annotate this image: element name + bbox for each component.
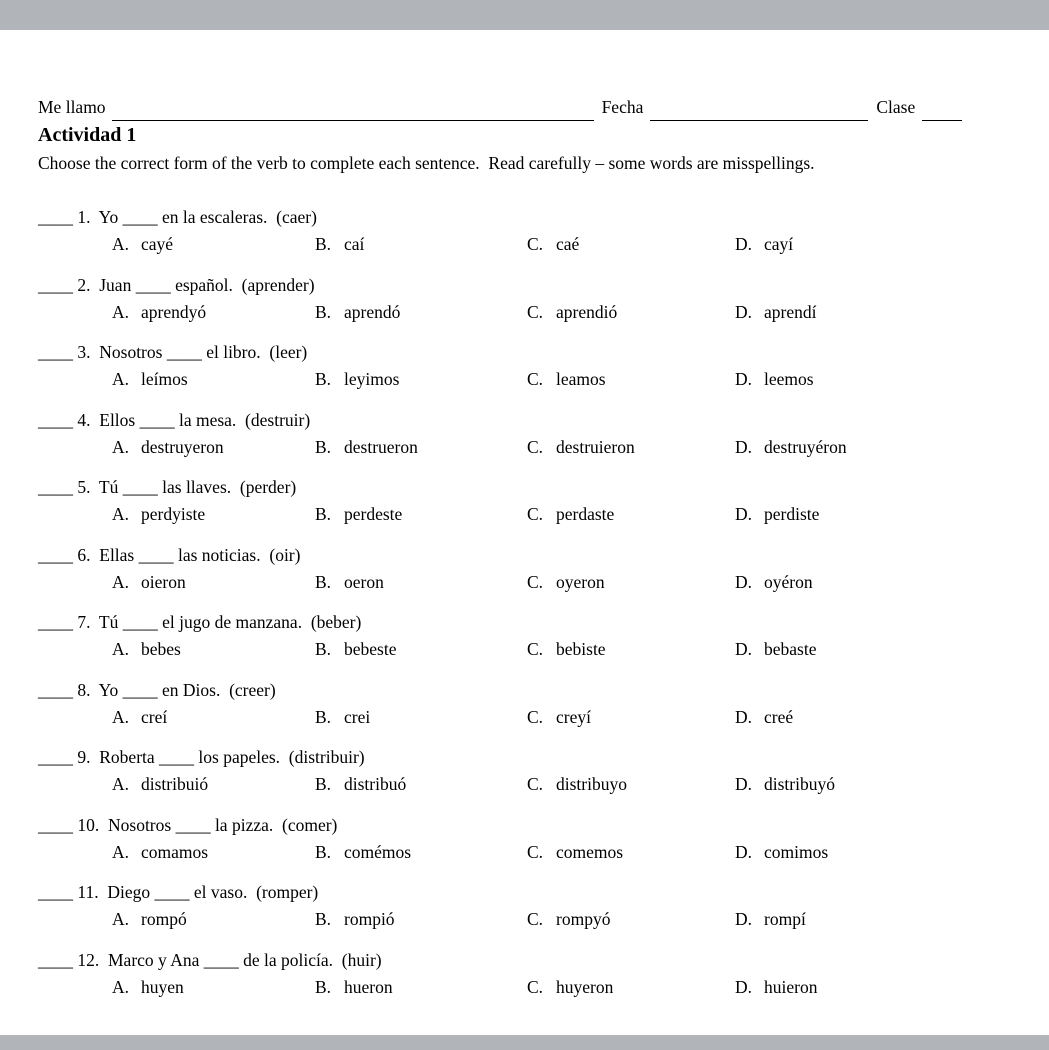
- option-letter: D.: [735, 909, 753, 929]
- question-block: [38, 744, 1011, 798]
- option-letter: C.: [527, 571, 544, 592]
- answer-option: [112, 231, 315, 258]
- answer-option: [527, 704, 735, 731]
- option-letter: B.: [315, 909, 332, 929]
- question-text: ____ 2. Juan ____ español. (aprender): [38, 274, 315, 295]
- option-letter: B.: [315, 571, 332, 592]
- option-letter: B.: [315, 976, 332, 997]
- option-letter: A.: [112, 639, 130, 659]
- answer-option: [735, 501, 1011, 528]
- answer-option: [112, 771, 315, 798]
- answer-option: [315, 771, 527, 798]
- answer-option: [112, 636, 315, 663]
- question-text: ____ 6. Ellas ____ las noticias. (oir): [38, 544, 301, 565]
- option-letter: D.: [735, 436, 753, 457]
- answer-options-row: [112, 569, 1011, 596]
- answer-option: [527, 366, 735, 393]
- option-letter: D.: [735, 234, 753, 254]
- option-letter: B.: [315, 234, 332, 254]
- option-letter: B.: [315, 369, 332, 389]
- answer-option: [315, 299, 527, 326]
- option-word: aprendí: [764, 301, 817, 322]
- option-word: creí: [141, 706, 168, 727]
- worksheet-page: [0, 30, 1049, 1001]
- question-text: ____ 8. Yo ____ en Dios. (creer): [38, 679, 276, 700]
- option-letter: B.: [315, 504, 332, 524]
- question-text: ____ 10. Nosotros ____ la pizza. (comer): [38, 814, 338, 835]
- option-word: caí: [344, 234, 365, 254]
- fecha-label: Fecha: [601, 97, 644, 117]
- answer-option: [735, 299, 1011, 326]
- option-word: leímos: [141, 369, 188, 389]
- option-word: destruyéron: [764, 436, 847, 457]
- answer-option: [527, 839, 735, 866]
- option-letter: D.: [735, 504, 753, 524]
- answer-option: [735, 906, 1011, 933]
- option-letter: A.: [112, 774, 130, 794]
- option-word: rompí: [764, 909, 806, 929]
- option-word: perdyiste: [141, 504, 206, 524]
- option-letter: A.: [112, 909, 130, 929]
- option-letter: C.: [527, 234, 544, 254]
- question-text: ____ 11. Diego ____ el vaso. (romper): [38, 882, 319, 902]
- option-letter: C.: [527, 976, 544, 997]
- option-word: perdeste: [344, 504, 403, 524]
- option-letter: C.: [527, 436, 544, 457]
- question-block: [38, 609, 1011, 663]
- option-word: comemos: [556, 841, 624, 862]
- option-word: huyeron: [556, 976, 614, 997]
- question-block: [38, 339, 1011, 393]
- option-letter: D.: [735, 841, 753, 862]
- answer-option: [527, 501, 735, 528]
- option-letter: A.: [112, 234, 130, 254]
- question-text: ____ 12. Marco y Ana ____ de la policía. (huir): [38, 949, 382, 970]
- question-block: [38, 204, 1011, 258]
- option-word: rompó: [141, 909, 187, 929]
- top-gray-bar: [0, 0, 1049, 30]
- option-word: aprendó: [344, 301, 401, 322]
- answer-option: [315, 974, 527, 1001]
- option-letter: A.: [112, 301, 130, 322]
- question-text: ____ 5. Tú ____ las llaves. (perder): [38, 477, 297, 497]
- option-letter: D.: [735, 369, 753, 389]
- question-block: [38, 879, 1011, 933]
- answer-options-row: [112, 704, 1011, 731]
- option-letter: C.: [527, 841, 544, 862]
- option-word: destruyeron: [141, 436, 224, 457]
- answer-option: [735, 839, 1011, 866]
- option-word: oeron: [344, 571, 384, 592]
- answer-options-row: [112, 839, 1011, 866]
- answer-option: [315, 906, 527, 933]
- option-word: oyeron: [556, 571, 605, 592]
- answer-option: [315, 636, 527, 663]
- answer-option: [735, 569, 1011, 596]
- question-block: [38, 812, 1011, 866]
- answer-option: [527, 434, 735, 461]
- option-word: leamos: [556, 369, 606, 389]
- question-block: [38, 474, 1011, 528]
- option-letter: C.: [527, 909, 544, 929]
- question-block: [38, 272, 1011, 326]
- option-word: bebes: [141, 639, 181, 659]
- question-text: ____ 9. Roberta ____ los papeles. (distribuir): [38, 747, 365, 767]
- option-word: cayé: [141, 234, 174, 254]
- answer-option: [527, 569, 735, 596]
- option-word: perdiste: [764, 504, 820, 524]
- option-letter: B.: [315, 841, 332, 862]
- question-text: ____ 1. Yo ____ en la escaleras. (caer): [38, 207, 317, 227]
- option-word: distribuyo: [556, 774, 627, 794]
- name-label: Me llamo: [38, 97, 106, 117]
- activity-title: Actividad 1: [38, 124, 137, 146]
- answer-option: [315, 569, 527, 596]
- answer-option: [527, 771, 735, 798]
- clase-label: Clase: [876, 97, 916, 117]
- option-word: distribuió: [141, 774, 209, 794]
- option-word: crei: [344, 706, 371, 727]
- option-word: caé: [556, 234, 580, 254]
- answer-option: [527, 906, 735, 933]
- answer-option: [527, 974, 735, 1001]
- answer-option: [112, 974, 315, 1001]
- option-letter: C.: [527, 301, 544, 322]
- option-word: distribuyó: [764, 774, 835, 794]
- answer-options-row: [112, 299, 1011, 326]
- question-text: ____ 3. Nosotros ____ el libro. (leer): [38, 342, 308, 362]
- answer-option: [735, 771, 1011, 798]
- option-word: cayí: [764, 234, 794, 254]
- answer-option: [112, 569, 315, 596]
- question-block: [38, 677, 1011, 731]
- option-letter: A.: [112, 976, 130, 997]
- answer-options-row: [112, 434, 1011, 461]
- question-text: ____ 4. Ellos ____ la mesa. (destruir): [38, 409, 311, 430]
- answer-option: [112, 704, 315, 731]
- option-word: distribuó: [344, 774, 407, 794]
- option-word: huyen: [141, 976, 184, 997]
- option-letter: C.: [527, 774, 544, 794]
- answer-option: [315, 366, 527, 393]
- answer-options-row: [112, 974, 1011, 1001]
- option-letter: C.: [527, 706, 544, 727]
- answer-options-row: [112, 366, 1011, 393]
- option-letter: D.: [735, 706, 753, 727]
- option-letter: A.: [112, 504, 130, 524]
- clase-blank: [922, 99, 962, 121]
- option-letter: B.: [315, 301, 332, 322]
- answer-option: [315, 434, 527, 461]
- answer-option: [735, 974, 1011, 1001]
- option-letter: C.: [527, 369, 544, 389]
- instructions-text: Choose the correct form of the verb to complete each sentence. Read carefully – some words are misspellings.: [38, 153, 815, 173]
- name-blank: [112, 99, 594, 121]
- option-word: destrueron: [344, 436, 418, 457]
- worksheet-header: [38, 94, 1016, 121]
- answer-options-row: [112, 501, 1011, 528]
- option-word: oieron: [141, 571, 186, 592]
- option-word: bebeste: [344, 639, 397, 659]
- option-word: comémos: [344, 841, 412, 862]
- answer-option: [315, 501, 527, 528]
- answer-option: [735, 434, 1011, 461]
- option-word: aprendió: [556, 301, 618, 322]
- answer-option: [315, 231, 527, 258]
- answer-option: [527, 231, 735, 258]
- question-text: ____ 7. Tú ____ el jugo de manzana. (beber): [38, 612, 362, 632]
- answer-option: [112, 501, 315, 528]
- answer-option: [315, 839, 527, 866]
- option-letter: A.: [112, 436, 130, 457]
- option-word: destruieron: [556, 436, 635, 457]
- option-letter: D.: [735, 774, 753, 794]
- option-letter: A.: [112, 706, 130, 727]
- option-word: leemos: [764, 369, 814, 389]
- option-word: bebiste: [556, 639, 606, 659]
- option-word: bebaste: [764, 639, 817, 659]
- option-word: creé: [764, 706, 794, 727]
- option-word: huieron: [764, 976, 818, 997]
- option-letter: C.: [527, 504, 544, 524]
- answer-option: [735, 704, 1011, 731]
- answer-options-row: [112, 231, 1011, 258]
- answer-option: [112, 299, 315, 326]
- option-word: hueron: [344, 976, 393, 997]
- option-word: perdaste: [556, 504, 615, 524]
- answer-option: [735, 366, 1011, 393]
- option-word: rompyó: [556, 909, 611, 929]
- option-letter: D.: [735, 571, 753, 592]
- option-letter: D.: [735, 976, 753, 997]
- question-list: [38, 204, 1011, 1001]
- question-block: [38, 542, 1011, 596]
- answer-option: [735, 636, 1011, 663]
- answer-option: [735, 231, 1011, 258]
- option-letter: A.: [112, 369, 130, 389]
- answer-option: [527, 636, 735, 663]
- option-letter: B.: [315, 436, 332, 457]
- answer-option: [112, 906, 315, 933]
- answer-option: [315, 704, 527, 731]
- bottom-gray-bar: [0, 1035, 1049, 1050]
- answer-options-row: [112, 906, 1011, 933]
- option-letter: B.: [315, 706, 332, 727]
- answer-option: [112, 839, 315, 866]
- option-letter: A.: [112, 841, 130, 862]
- question-block: [38, 947, 1011, 1001]
- option-word: rompió: [344, 909, 395, 929]
- option-letter: D.: [735, 639, 753, 659]
- answer-option: [527, 299, 735, 326]
- answer-option: [112, 366, 315, 393]
- option-letter: B.: [315, 639, 332, 659]
- option-word: aprendyó: [141, 301, 207, 322]
- answer-option: [112, 434, 315, 461]
- fecha-blank: [650, 99, 868, 121]
- option-letter: D.: [735, 301, 753, 322]
- question-block: [38, 407, 1011, 461]
- option-word: leyimos: [344, 369, 400, 389]
- answer-options-row: [112, 771, 1011, 798]
- option-letter: B.: [315, 774, 332, 794]
- option-letter: C.: [527, 639, 544, 659]
- option-letter: A.: [112, 571, 130, 592]
- option-word: oyéron: [764, 571, 813, 592]
- option-word: comimos: [764, 841, 829, 862]
- answer-options-row: [112, 636, 1011, 663]
- option-word: creyí: [556, 706, 591, 727]
- option-word: comamos: [141, 841, 209, 862]
